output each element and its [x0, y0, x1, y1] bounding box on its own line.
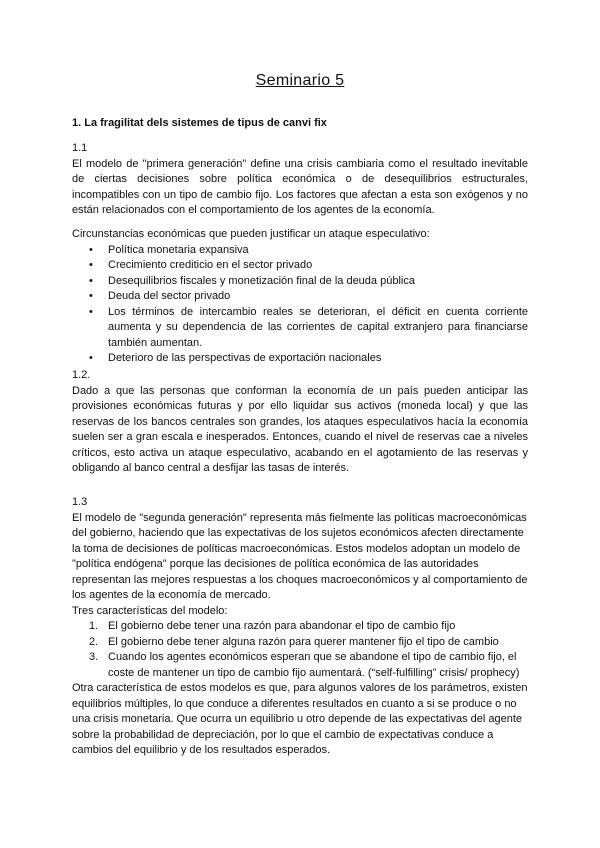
- page-title: Seminario 5: [255, 72, 345, 89]
- list-item: • Los términos de intercambio reales se deterioran, el déficit en cuenta corriente aumenta y su dependencia de las corrientes de capital extranjero para financiarse también aumentan.: [72, 305, 528, 352]
- section-heading: 1. La fragilitat dels sistemes de tipus de canvi fix: [72, 117, 327, 129]
- list-intro: Circunstancias económicas que pueden justificar un ataque especulativo:: [72, 228, 430, 240]
- section-1-3: [72, 495, 528, 759]
- list-item: • Política monetaria expansiva: [72, 243, 528, 259]
- features-list: [72, 619, 528, 681]
- section-number: 1.3: [72, 496, 88, 508]
- section-number: 1.1: [72, 142, 88, 154]
- list-item: • Desequilibrios fiscales y monetización final de la deuda pública: [72, 274, 528, 290]
- section-1-1: [72, 141, 528, 219]
- list-item: • Deterioro de las perspectivas de exportación nacionales: [72, 351, 528, 367]
- list-item: 2. El gobierno debe tener alguna razón para querer mantener fijo el tipo de cambio: [89, 635, 499, 648]
- circumstances-block: [72, 227, 528, 367]
- list-item: 1. El gobierno debe tener una razón para abandonar el tipo de cambio fijo: [89, 620, 456, 632]
- section-1-2: [72, 368, 528, 477]
- paragraph: El modelo de "primera generación" define una crisis cambiaria como el resultado inevitable de ciertas decisiones sobre política económica o de desequilibrios estructurales, incompatibles con un tipo de cambio fijo. Los factores que afectan a esta son exógenos y no están relacionados con el comportamiento de los agentes de la economía.: [72, 157, 528, 216]
- paragraph: Otra característica de estos modelos es que, para algunos valores de los parámetros, existen equilibrios múltiples, lo que conduce a diferentes resultados en cuanto a si se produce o no una crisis monetaria. Que ocurra un equilibrio u otro depende de las expectativas del agente sobre la probabilidad de depreciación, por lo que el cambio de expectativas conduce a cambios del equilibrio y de los resultados esperados.: [72, 682, 528, 756]
- list-item: • Deuda del sector privado: [72, 289, 528, 305]
- paragraph: El modelo de "segunda generación" representa más fielmente las políticas macroeconómicas del gobierno, haciendo que las expectativas de los sujetos económicos afecten directamente la toma de decisiones de políticas macroeconómicas. Estos modelos adoptan un modelo de "política endógena" porque las decisiones de política económica de las autoridades representan las mejores respuestas a los choques macroeconómicos y al comportamiento de los agentes de la economía de mercado.: [72, 511, 528, 601]
- list-item: • Crecimiento crediticio en el sector privado: [72, 258, 528, 274]
- list-item: 3. Cuando los agentes económicos esperan que se abandone el tipo de cambio fijo, el coste de mantener un tipo de cambio fijo aumentará. (“self-fulfilling” crisis/ prophecy): [89, 651, 520, 679]
- paragraph: Dado a que las personas que conforman la economía de un país pueden anticipar las provisiones económicas futuras y por ello liquidar sus activos (moneda local) y que las reservas de los bancos centrales son grandes, los ataques especulativos hacía la economía suelen ser a gran escala e inesperados. Entonces, cuando el nivel de reservas cae a niveles críticos, esto activa un ataque especulativo, acabando en el agotamiento de las reservas y obligando al banco central a desfijar las tasas de interés.: [72, 384, 528, 474]
- circumstances-list: [72, 243, 528, 367]
- list-intro: Tres características del modelo:: [72, 604, 228, 617]
- section-number: 1.2.: [72, 369, 91, 381]
